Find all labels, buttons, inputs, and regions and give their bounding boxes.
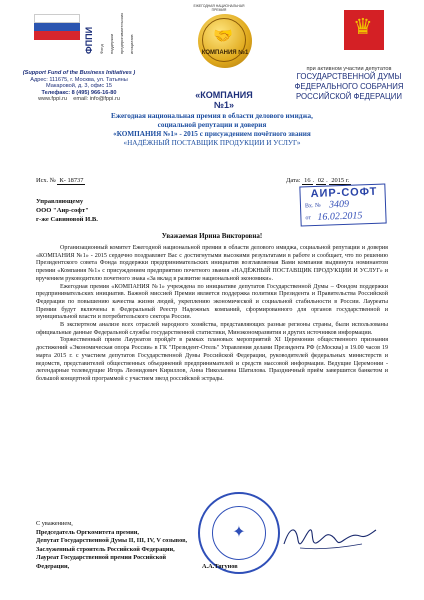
stamp-from-date: 16.02.2015 bbox=[317, 210, 363, 223]
double-headed-eagle-icon: ♛ bbox=[353, 14, 373, 39]
phone-line: Телефакс: 8 (495) 966-16-80 bbox=[41, 89, 117, 96]
duma-line: ГОСУДАРСТВЕННОЙ ДУМЫ bbox=[296, 72, 402, 81]
date-day: 16 bbox=[304, 177, 311, 184]
signature-icon bbox=[280, 518, 380, 558]
body-paragraph: Ежегодная премия «КОМПАНИЯ №1» учреждена по инициативе депутатов Государственной Думы – Фондом поддержки предпринимательских инициатив. Важной миссией Премии является поддержка политики Президента и Правительства Российской Федерации по повышению качества жизни людей, укреплению экономической и социальной стабильности в России. Лауреаты Премии будут включены в Федеральный Реестр Надежных компаний, сформированного для органов государственной и муниципальной власти и потребительского сектора России. bbox=[36, 283, 388, 321]
letterhead bbox=[0, 0, 424, 112]
stamp-in-label: Вх. № bbox=[304, 202, 321, 210]
stamp-company: АИР-СОФТ bbox=[310, 185, 378, 201]
address-line: Адрес: 111675, г. Москва, ул. Татьяны bbox=[30, 76, 128, 83]
ref-label: Исх. № bbox=[36, 177, 56, 184]
addressee-block bbox=[36, 197, 98, 224]
addressee-line: Управляющему bbox=[36, 198, 84, 205]
date-label: Дата: bbox=[286, 177, 301, 184]
signer-title: Депутат Государственной Думы II, III, IV, V созывов, bbox=[36, 537, 188, 545]
award-title bbox=[40, 112, 384, 148]
signer-title: Заслуженный строитель Российской Федерации, bbox=[36, 545, 175, 553]
fppi-line: поддержки bbox=[109, 33, 114, 54]
russian-flag-icon bbox=[34, 14, 80, 40]
address-line: Макаровой, д. 3, офис 15 bbox=[46, 83, 112, 90]
title-nomination: «НАДЁЖНЫЙ ПОСТАВЩИК ПРОДУКЦИИ И УСЛУГ» bbox=[123, 139, 301, 147]
title-line: социальной репутации и доверия bbox=[157, 121, 267, 129]
medal-label: КОМПАНИЯ №1 bbox=[201, 50, 249, 56]
signer-title: Лауреат Государственной премии Российской bbox=[36, 554, 167, 562]
handshake-icon: 🤝 bbox=[213, 28, 233, 45]
fppi-line: инициатив bbox=[129, 34, 134, 54]
stamp-in-number: 3409 bbox=[328, 198, 350, 211]
outgoing-ref bbox=[36, 177, 85, 184]
signer-title: Федерации, bbox=[36, 562, 70, 570]
title-line: Ежегодная национальная премия в области делового имиджа, bbox=[111, 112, 313, 120]
fppi-line: Фонд bbox=[99, 44, 104, 54]
body-paragraph: Торжественный прием Лауреатов пройдёт в рамках плановых мероприятий XI Церемонии общественного признания достижений «Экономическая опора России» в ГК "Президент-Отель" Управления делами Президента РФ (г.Москва) в 19.00 часов 19 марта 2015 г. с участием депутатов Государственной Думы Российской Федерации, руководителей федеральных министерств и ведомств, представителей общественных объединений предпринимателей и средств массовой информации. Ведущие Церемонии - легендарные телеведущие Игорь Леонидович Кириллов, Анна Николаевна Шатилова. Праздничный приём завершится банкетом и большой концертной программой с участием звезд российской эстрады. bbox=[36, 337, 388, 382]
russian-coat-of-arms-icon bbox=[344, 10, 384, 50]
closing: С уважением, bbox=[36, 520, 73, 527]
fppi-logo: ФППИ bbox=[84, 26, 94, 54]
body-paragraph: В экспертном анализе всех отраслей народного хозяйства, представляющих разные регионы страны, были использованы официальные данные Федеральной службы государственной статистики, Минэкономразвития и других источников информации. bbox=[36, 322, 388, 336]
addressee-line: г-же Савиновой И.В. bbox=[36, 216, 98, 223]
duma-pre: при активном участии депутатов bbox=[306, 66, 392, 72]
signer-title: Председатель Оргкомитета премии, bbox=[36, 528, 139, 536]
award-medal-icon bbox=[198, 14, 252, 68]
greeting: Уважаемая Ирина Викторовна! bbox=[161, 232, 263, 240]
ref-number: К- 18737 bbox=[59, 177, 84, 184]
fppi-line: предпринимательских bbox=[119, 12, 124, 54]
incoming-stamp bbox=[299, 184, 386, 227]
duma-block bbox=[282, 66, 416, 102]
body-paragraph: Организационный комитет Ежегодной национальной премии в области делового имиджа, социальной репутации и доверия «КОМПАНИЯ №1» - 2015 сердечно поздравляет Вас с достигнутыми высокими результатами в работе и сообщает, что по решению Президентского совета Фонда поддержки предпринимательских инициатив возглавляемая Вами компания выдвинута номинантом премии «Компания №1» с присуждением предприятию почетного звания «НАДЁЖНЫЙ ПОСТАВЩИК ПРОДУКЦИИ И УСЛУГ» и вручением руководителю почетного знака «За вклад в развитие национальной экономики». bbox=[36, 245, 388, 282]
company-award-name: «КОМПАНИЯ №1» bbox=[195, 90, 253, 110]
letter-body bbox=[36, 245, 388, 384]
date-month: 02 bbox=[317, 177, 325, 184]
medal-caption: ЕЖЕГОДНАЯ НАЦИОНАЛЬНАЯ ПРЕМИЯ bbox=[193, 4, 245, 12]
duma-line: РОССИЙСКОЙ ФЕДЕРАЦИИ bbox=[296, 92, 402, 101]
seal-emblem-icon: ✦ bbox=[232, 524, 246, 541]
title-line: «КОМПАНИЯ №1» - 2015 с присуждением почётного звания bbox=[113, 130, 311, 138]
fppi-name-lines bbox=[99, 10, 139, 54]
stamp-from-label: от bbox=[305, 215, 312, 222]
date-year: 2015 г. bbox=[331, 177, 350, 184]
addressee-line: ООО "Аир-софт" bbox=[36, 207, 89, 214]
signer-title-last bbox=[36, 563, 256, 572]
duma-line: ФЕДЕРАЛЬНОГО СОБРАНИЯ bbox=[294, 82, 404, 91]
fund-address-block bbox=[14, 70, 144, 103]
signer-name: А.А.Тягунов bbox=[202, 562, 238, 570]
email-link[interactable]: email: info@fppi.ru bbox=[73, 96, 120, 103]
fund-english-name: (Support Fund of the Business Initiatives ) bbox=[22, 70, 136, 76]
web-email-line bbox=[14, 96, 144, 103]
letter-date: Дата: 16 . 02 . 2015 г. bbox=[286, 177, 350, 184]
website-link[interactable]: www.fppi.ru bbox=[38, 96, 67, 103]
signature-block bbox=[36, 520, 256, 572]
